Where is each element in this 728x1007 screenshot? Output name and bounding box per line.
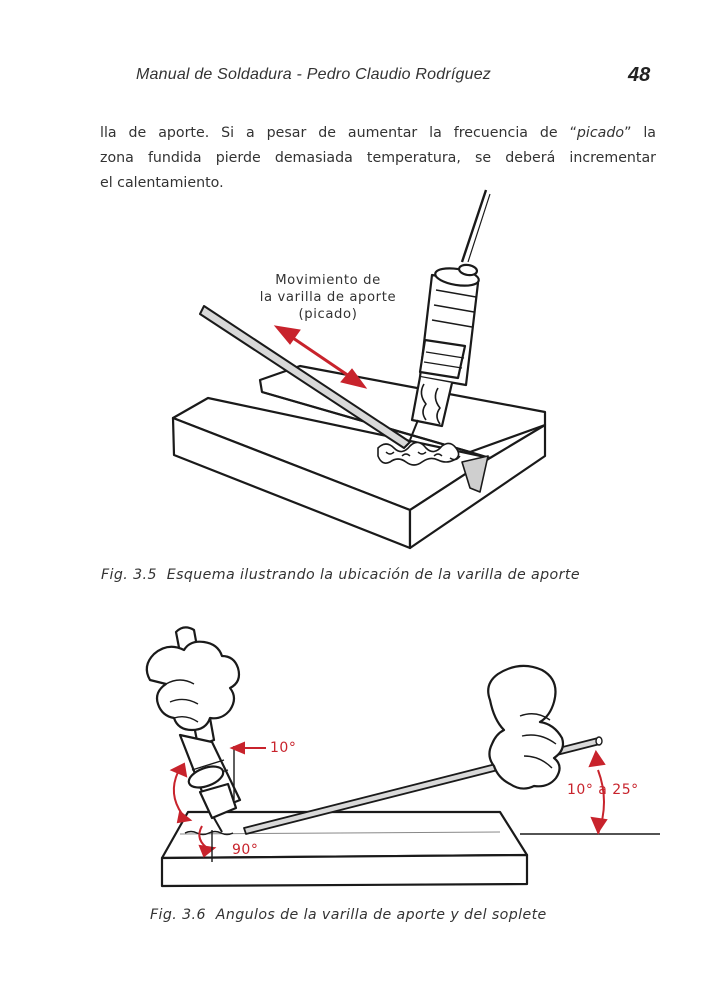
paragraph-line-1-end: ” la [624, 125, 656, 141]
torch-angle-label: 10° [270, 740, 297, 756]
paragraph-line-1-text: lla de aporte. Si a pesar de aumentar la frecuencia de “ [100, 125, 577, 141]
label-line-2: la varilla de aporte [259, 290, 397, 305]
paragraph-line-3: el calentamiento. [100, 175, 224, 191]
paragraph-line-2: zona fundida pierde demasiada temperatura, se deberá incrementar [100, 150, 656, 166]
label-line-3: (picado) [298, 307, 358, 322]
right-hand [488, 666, 563, 789]
figure-3-6-caption [150, 907, 547, 923]
base-plate-front [162, 855, 527, 886]
emphasis-picado: picado [576, 125, 625, 141]
rod-angle-label: 10° a 25° [567, 782, 639, 798]
label-line-1: Movimiento de [275, 273, 381, 288]
caption-number-2: Fig. 3.6 [150, 907, 206, 923]
left-hand [147, 642, 239, 730]
caption-text: Esquema ilustrando la ubicación de la varilla de aporte [166, 567, 580, 583]
perpendicular-angle-label: 90° [232, 842, 259, 858]
caption-number: Fig. 3.5 [101, 567, 157, 583]
caption-text-2: Angulos de la varilla de aporte y del soplete [215, 907, 547, 923]
running-header-title: Manual de Soldadura - Pedro Claudio Rodríguez [136, 66, 491, 83]
page-number: 48 [628, 64, 651, 86]
base-plate [162, 812, 527, 858]
